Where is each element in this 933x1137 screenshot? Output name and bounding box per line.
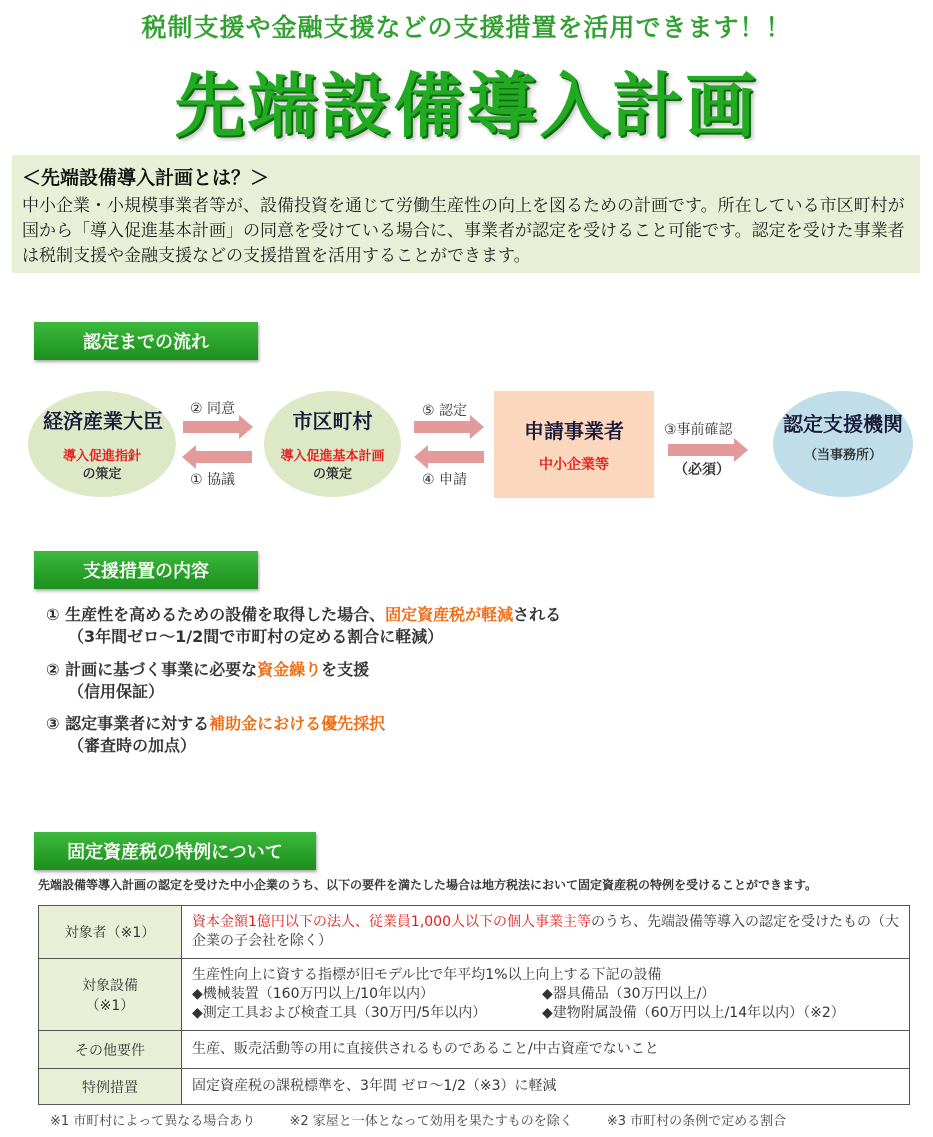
target-head: 対象者（※1）: [39, 906, 182, 959]
apply-label: ④ 申請: [422, 472, 468, 488]
applicant-sub: 中小企業等: [539, 457, 609, 473]
city-sub1: 導入促進基本計画: [280, 449, 385, 464]
other-body: 生産、販売活動等の用に直接供されるものであること/中古資産でないこと: [182, 1031, 910, 1069]
section-label-flow: 認定までの流れ: [34, 322, 258, 360]
approval-arrow: [414, 421, 470, 433]
support-item-2: ② 計画に基づく事業に必要な資金繰りを支援 （信用保証）: [46, 660, 370, 701]
tax-table: [38, 905, 910, 1105]
consult-arrow: [196, 451, 252, 463]
other-head: その他要件: [39, 1031, 182, 1069]
required-label: （必須）: [674, 462, 730, 478]
footnote-3: ※3 市町村の条例で定める割合: [606, 1114, 787, 1129]
table-row: [39, 1031, 910, 1069]
support-item-1: ① 生産性を高めるための設備を取得した場合、固定資産税が軽減される （3年間ゼロ～1/2間で市町村の定める割合に軽減）: [46, 605, 562, 646]
meti-title: 経済産業大臣: [43, 409, 163, 433]
approval-label: ⑤ 認定: [422, 403, 468, 419]
support-item-3: ③ 認定事業者に対する補助金における優先採択 （審査時の加点）: [46, 714, 386, 755]
section-label-tax: 固定資産税の特例について: [34, 832, 316, 870]
definition-box: [12, 155, 920, 273]
meti-sub2: の策定: [82, 467, 122, 482]
table-row: [39, 906, 910, 959]
target-body: 資本金額1億円以下の法人、従業員1,000人以下の個人事業主等のうち、先端設備等導入の認定を受けたもの（大企業の子会社を除く）: [182, 906, 910, 959]
equipment-body: 生産性向上に資する指標が旧モデル比で年平均1%以上向上する下記の設備 ◆機械装置（160万円以上/10年以内） ◆器具備品（30万円以上/） ◆測定工具および検査工具（30万円/5年以内） ◆建物附属設備（60万円以上/14年以内）（※2）: [182, 959, 910, 1031]
page-title: 先端設備導入計画: [174, 65, 759, 147]
support-org-sub: （当事務所）: [803, 448, 882, 463]
city-sub2: の策定: [312, 467, 352, 482]
apply-arrow: [428, 451, 484, 463]
pre-check-arrow: [668, 444, 734, 456]
applicant-node: [494, 391, 654, 498]
support-org-title: 認定支援機関: [783, 412, 903, 436]
consent-label: ② 同意: [190, 401, 236, 417]
definition-text: 中小企業・小規模事業者等が、設備投資を通じて労働生産性の向上を図るための計画です。所在している市区町村が国から「導入促進基本計画」の同意を受けている場合に、事業者が認定を受けること可能です。認定を受けた事業者は税制支援や金融支援などの支援措置を活用することができます。: [22, 196, 905, 266]
page-subtitle: 税制支援や金融支援などの支援措置を活用できます！！: [141, 13, 792, 42]
definition-heading: ＜先端設備導入計画とは？＞: [22, 167, 270, 189]
footnotes: [50, 1110, 816, 1129]
consult-label: ① 協議: [190, 472, 236, 488]
measure-head: 特例措置: [39, 1069, 182, 1105]
city-title: 市区町村: [292, 409, 373, 433]
footnote-1: ※1 市町村によって異なる場合あり: [50, 1114, 256, 1129]
equipment-head: 対象設備 （※1）: [39, 959, 182, 1031]
pre-check-label: ③事前確認: [664, 422, 733, 438]
table-row: [39, 959, 910, 1031]
section-label-support: 支援措置の内容: [34, 551, 258, 589]
footnote-2: ※2 家屋と一体となって効用を果たすものを除く: [289, 1114, 573, 1129]
meti-sub1: 導入促進指針: [62, 449, 141, 464]
table-row: [39, 1069, 910, 1105]
measure-body: 固定資産税の課税標準を、3年間 ゼロ～1/2（※3）に軽減: [182, 1069, 910, 1105]
consent-arrow: [183, 421, 239, 433]
applicant-title: 申請事業者: [524, 419, 624, 443]
tax-intro: 先端設備等導入計画の認定を受けた中小企業のうち、以下の要件を満たした場合は地方税法において固定資産税の特例を受けることができます。: [38, 878, 818, 892]
